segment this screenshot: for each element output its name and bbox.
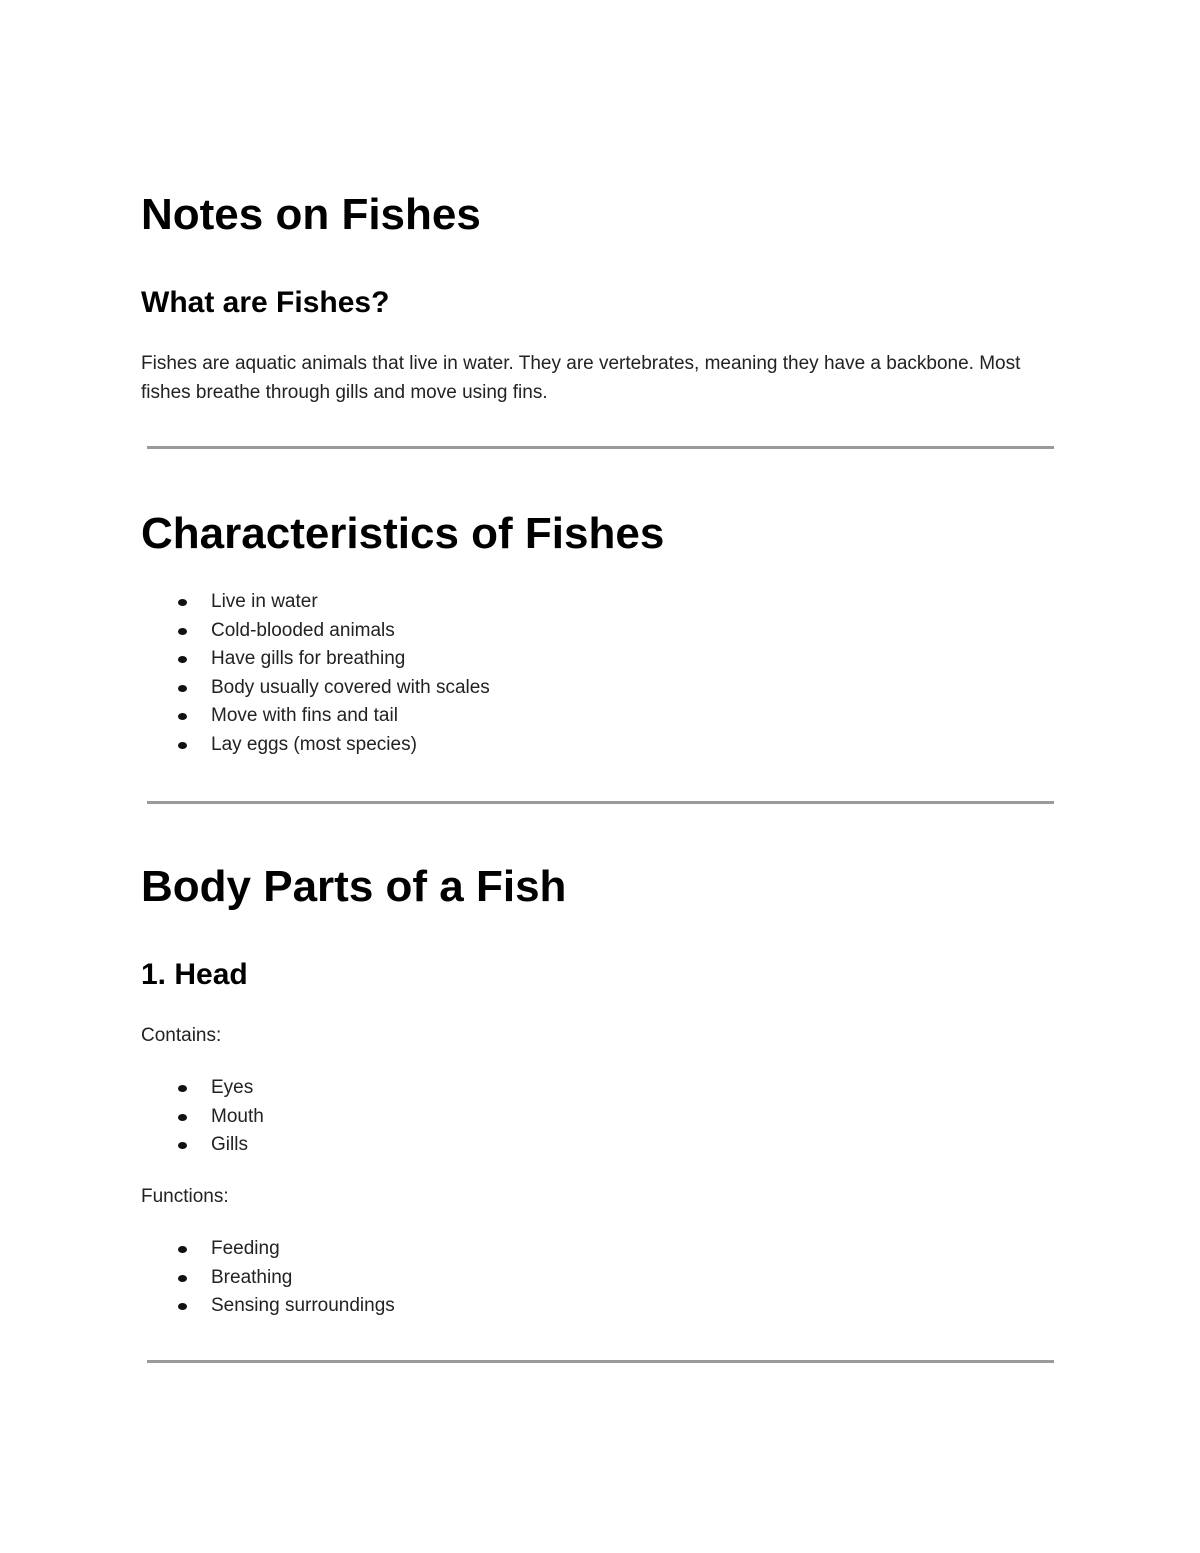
bullet-icon <box>178 1303 187 1310</box>
bullet-icon <box>178 628 187 635</box>
section-divider <box>147 801 1054 804</box>
intro-heading: What are Fishes? <box>141 286 390 319</box>
list-item-text: Body usually covered with scales <box>211 676 490 698</box>
list-item-text: Have gills for breathing <box>211 648 406 669</box>
functions-label: Functions: <box>141 1186 229 1207</box>
contains-label: Contains: <box>141 1025 222 1046</box>
bullet-icon <box>178 656 187 663</box>
head-subheading: 1. Head <box>141 958 248 991</box>
bullet-icon <box>178 742 187 749</box>
bullet-icon <box>178 685 187 692</box>
list-item-text: Sensing surroundings <box>211 1295 395 1316</box>
bullet-icon <box>178 1085 187 1092</box>
bullet-icon <box>178 1142 187 1149</box>
list-item-text: Feeding <box>211 1238 280 1259</box>
bullet-icon <box>178 713 187 720</box>
bullet-icon <box>178 1246 187 1253</box>
list-item-text: Mouth <box>211 1105 264 1127</box>
section-divider <box>147 446 1054 449</box>
bullet-icon <box>178 1275 187 1282</box>
page-title: Notes on Fishes <box>141 190 481 239</box>
bullet-icon <box>178 599 187 606</box>
list-item-text: Cold-blooded animals <box>211 619 395 641</box>
list-item-text: Live in water <box>211 591 318 612</box>
intro-paragraph: Fishes are aquatic animals that live in water. They are vertebrates, meaning they have a backbone. Most fishes breathe through gills and move using fins. <box>141 353 1021 403</box>
list-item-text: Gills <box>211 1134 248 1155</box>
bullet-icon <box>178 1114 187 1121</box>
characteristics-heading: Characteristics of Fishes <box>141 509 665 558</box>
list-item-text: Move with fins and tail <box>211 705 398 726</box>
list-item-text: Breathing <box>211 1266 293 1288</box>
body-parts-heading: Body Parts of a Fish <box>141 862 567 911</box>
list-item-text: Lay eggs (most species) <box>211 733 417 755</box>
list-item-text: Eyes <box>211 1077 254 1098</box>
section-divider <box>147 1360 1054 1363</box>
